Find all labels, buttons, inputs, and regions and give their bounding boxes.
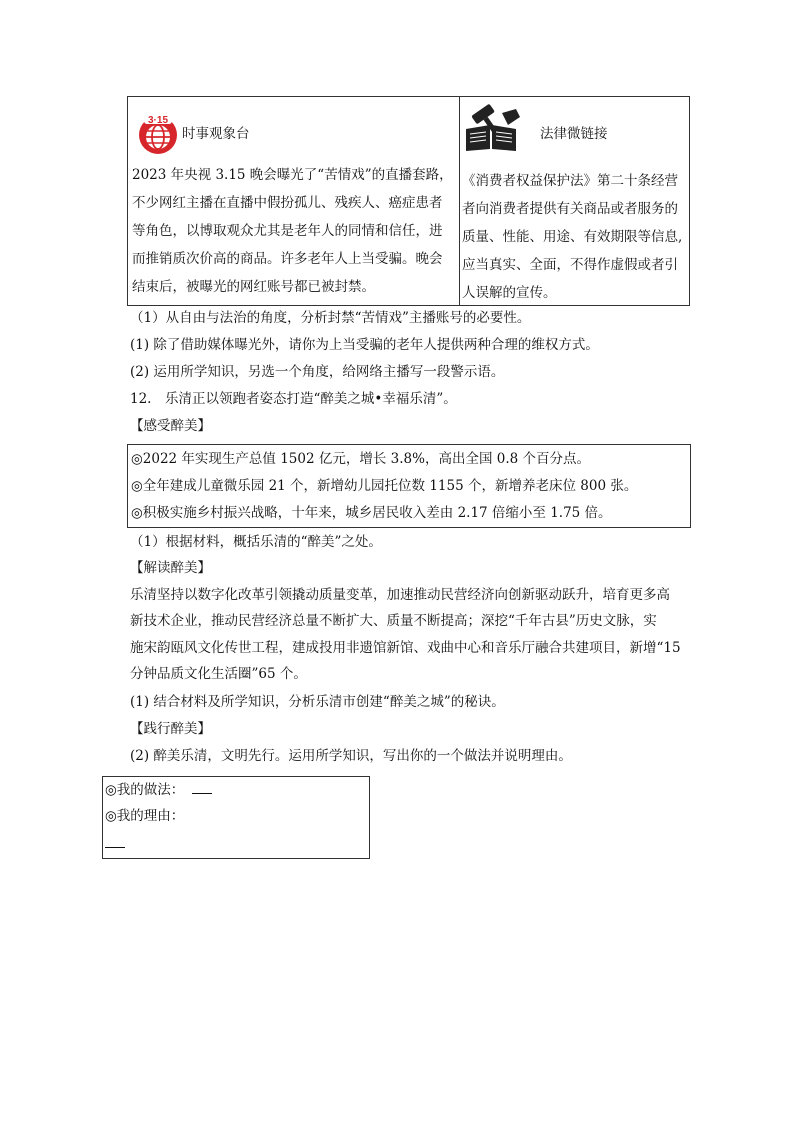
my-method-blank[interactable] [192, 781, 212, 794]
q11-sub2: (1) 除了借助媒体曝光外，请你为上当受骗的老年人提供两种合理的维权方式。 [130, 337, 599, 353]
my-method-row [105, 780, 212, 800]
body-line: 2023 年央视 3.15 晚会曝光了“苦情戏”的直播套路， [132, 167, 453, 183]
answer-box [102, 776, 370, 859]
legal-link-title: 法律微链接 [540, 126, 608, 142]
fact-item: ◎2022 年实现生产总值 1502 亿元，增长 3.8%，高出全国 0.8 个百分点。 [131, 451, 591, 467]
legal-link-cell [462, 97, 688, 305]
q12-sub3: (2) 醉美乐清，文明先行。运用所学知识，写出你的一个做法并说明理由。 [130, 748, 572, 764]
fact-item: ◎全年建成儿童微乐园 21 个，新增幼儿园托位数 1155 个，新增养老床位 800 张。 [131, 478, 638, 494]
consumer-rights-315-logo-icon [134, 111, 182, 155]
q12-stem: 12. 乐清正以领跑者姿态打造“醉美之城•幸福乐清”。 [130, 391, 457, 407]
section-heading-interpret: 【解读醉美】 [130, 560, 211, 576]
section-heading-practice: 【践行醉美】 [130, 721, 211, 737]
body-line: 人误解的宣传。 [462, 285, 557, 301]
my-reason-blank[interactable] [105, 847, 125, 848]
body-line: 等角色，以博取观众尤其是老年人的同情和信任，进 [132, 223, 443, 239]
reading-line: 新技术企业，推动民营经济总量不断扩大、质量不断提高；深挖“千年古县”历史文脉，实 [130, 613, 657, 629]
section-heading-feel: 【感受醉美】 [130, 418, 211, 434]
body-line: 质量、性能、用途、有效期限等信息, [462, 229, 683, 245]
current-affairs-body [132, 161, 458, 301]
fact-item: ◎积极实施乡村振兴战略，十年来，城乡居民收入差由 2.17 倍缩小至 1.75 倍。 [131, 505, 612, 521]
reading-line: 乐清坚持以数字化改革引领撬动质量变革，加速推动民营经济向创新驱动跃升，培育更多高 [130, 587, 670, 603]
facts-box [127, 444, 691, 528]
current-affairs-cell [132, 97, 458, 305]
body-line: 《消费者权益保护法》第二十条经营 [462, 173, 678, 189]
body-line: 者向消费者提供有关商品或者服务的 [462, 201, 678, 217]
current-affairs-title: 时事观象台 [182, 126, 250, 142]
legal-link-body [462, 167, 688, 307]
body-line: 结束后，被曝光的网红账号都已被封禁。 [132, 279, 375, 295]
material-table [127, 96, 690, 306]
body-line: 而推销质次价高的商品。许多老年人上当受骗。晚会 [132, 251, 443, 267]
body-line: 应当真实、全面，不得作虚假或者引 [462, 257, 678, 273]
svg-text:3·15: 3·15 [147, 115, 169, 126]
q11-sub1: （1）从自由与法治的角度，分析封禁“苦情戏”主播账号的必要性。 [130, 310, 531, 326]
body-line: 不少网红主播在直播中假扮孤儿、残疾人、癌症患者 [132, 195, 443, 211]
my-method-label: ◎我的做法： [105, 782, 185, 798]
q12-sub2: (1) 结合材料及所学知识，分析乐清市创建“醉美之城”的秘诀。 [130, 694, 505, 710]
reading-line: 施宋韵瓯风文化传世工程，建成投用非遗馆新馆、戏曲中心和音乐厅融合共建项目，新增“15 [130, 640, 681, 656]
reading-line: 分钟品质文化生活圈”65 个。 [130, 666, 307, 682]
q12-sub1: （1）根据材料，概括乐清的“醉美”之处。 [130, 534, 382, 550]
q11-sub3: (2) 运用所学知识，另选一个角度，给网络主播写一段警示语。 [130, 364, 505, 380]
gavel-book-icon [462, 103, 524, 153]
my-reason-label: ◎我的理由： [105, 808, 185, 824]
table-divider [459, 97, 460, 305]
